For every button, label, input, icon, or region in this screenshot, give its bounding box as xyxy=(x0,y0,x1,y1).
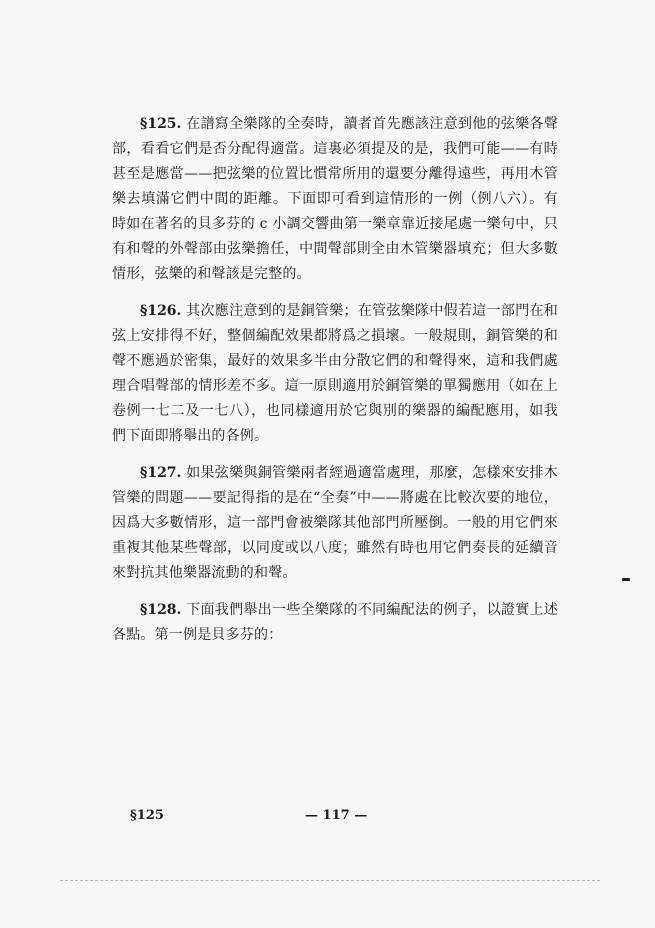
page-number: — 117 — xyxy=(305,808,368,823)
footer-section-ref: §125 xyxy=(130,808,164,823)
body-text xyxy=(112,112,558,660)
paragraph-126 xyxy=(112,299,558,449)
paragraph-text: 其次應注意到的是銅管樂；在管弦樂隊中假若這一部門在和弦上安排得不好，整個編配效果都將爲之損壞。一般規則，銅管樂的和聲不應過於密集，最好的效果多半由分散它們的和聲得來，這和我們處理合唱聲部的情形差不多。這一原則適用於銅管樂的單獨應用（如在上卷例一七二及一七八），也同樣適用於它與別的樂器的編配應用，如我們下面即將舉出的各例。 xyxy=(112,303,559,444)
paragraph-text: 下面我們舉出一些全樂隊的不同編配法的例子，以證實上述各點。第一例是貝多芬的： xyxy=(112,602,559,643)
paragraph-127 xyxy=(112,461,558,586)
paragraph-text: 如果弦樂與銅管樂兩者經過適當處理，那麼，怎樣來安排木管樂的問題——要記得指的是在“全奏”中——將處在比較次要的地位，因爲大多數情形，這一部門會被樂隊其他部門所壓倒。一般的用它們來重複其他某些聲部，以同度或以八度；雖然有時也用它們奏長的延續音來對抗其他樂器流動的和聲。 xyxy=(112,465,559,581)
section-number: §126. xyxy=(140,303,182,319)
paragraph-128 xyxy=(112,598,558,648)
paragraph-125 xyxy=(112,112,558,287)
section-number: §128. xyxy=(140,602,182,618)
section-number: §125. xyxy=(140,116,182,132)
scan-edge-line xyxy=(60,880,600,881)
paragraph-text: 在譜寫全樂隊的全奏時，讀者首先應該注意到他的弦樂各聲部，看看它們是否分配得適當。這裏必須提及的是，我們可能——有時甚至是應當——把弦樂的位置比慣常所用的還要分離得遠些，再用木管樂去填滿它們中間的距離。下面即可看到這情形的一例（例八六）。有時如在著名的貝多芬的 c 小調交響曲第一樂章靠近接尾處一樂句中，只有和聲的外聲部由弦樂擔任，中間聲部則全由木管樂器填充；但大多數情形，弦樂的和聲該是完整的。 xyxy=(112,116,559,282)
margin-mark xyxy=(622,578,630,581)
section-number: §127. xyxy=(140,465,182,481)
